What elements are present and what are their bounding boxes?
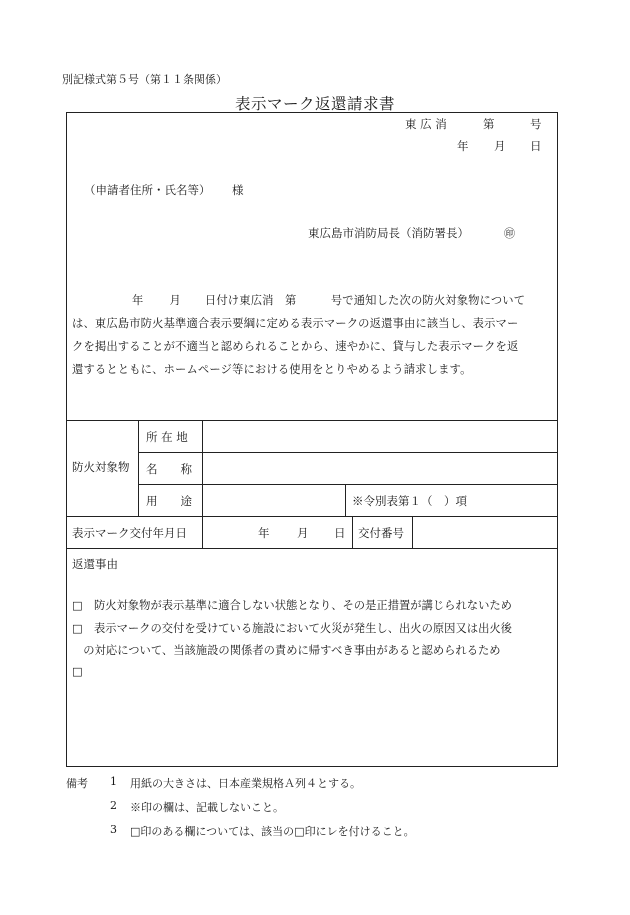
number-label-divider <box>412 516 413 548</box>
paragraph-line-2: は、東広島市防火基準適合表示要綱に定める表示マークの返還事由に該当し、表示マー <box>72 317 519 330</box>
request-paragraph <box>72 289 556 381</box>
body-line1-tail: て <box>513 294 526 307</box>
page-title: 表示マーク返還請求書 <box>234 95 395 113</box>
reason-item-2[interactable]: □ 表示マークの交付を受けている施設において火災が発生し、出火の原因又は出火後 <box>72 622 512 635</box>
issue-number-label: 交付番号 <box>358 526 404 540</box>
issue-date-month: 月 <box>297 526 309 540</box>
paragraph-line-4: 還するとともに、ホームページ等における使用をとりやめるよう請求します。 <box>72 363 472 376</box>
paragraph-line-1 <box>72 289 556 312</box>
reason-item-1[interactable]: □ 防火対象物が表示基準に適合しない状態となり、その是正措置が講じられないため <box>72 599 512 612</box>
addressee-honorific: 様 <box>232 183 244 197</box>
issue-date-day: 日 <box>334 526 346 540</box>
row-label-location: 所 在 地 <box>146 430 188 444</box>
note-2-text: ※印の欄は、記載しないこと。 <box>130 801 284 814</box>
date-label-divider <box>202 516 203 548</box>
table-bottom-line <box>66 548 558 549</box>
note-1-text: 用紙の大きさは、日本産業規格Ａ列４とする。 <box>130 777 361 790</box>
issuer: 東広島市消防局長（消防署長） <box>308 226 469 240</box>
row-divider-1 <box>138 452 558 453</box>
category-note: ※令別表第１（ ）項 <box>352 494 467 508</box>
target-group-label: 防火対象物 <box>72 460 130 474</box>
row-label-name: 名 称 <box>146 462 192 476</box>
date-month: 月 <box>494 139 506 153</box>
issue-date-year: 年 <box>258 526 270 540</box>
row-divider-2 <box>138 484 558 485</box>
reason-item-2-continued: の対応について、当該施設の関係者の責めに帰すべき事由があると認められるため <box>72 644 501 657</box>
note-3-text: □印のある欄については、該当の□印にレを付けること。 <box>130 825 415 838</box>
seal-mark: ㊞ <box>504 227 515 240</box>
body-line1-rest: 日付け東広消 第 号で通知した次の防火対象物につい <box>204 294 514 307</box>
date-value-divider <box>352 516 353 548</box>
issue-date-label: 表示マーク交付年月日 <box>72 526 187 540</box>
body-month: 月 <box>169 294 181 307</box>
body-year: 年 <box>132 294 144 307</box>
reason-item-3[interactable]: □ <box>72 665 83 678</box>
group-divider <box>138 420 139 516</box>
category-divider <box>345 484 346 516</box>
note-3-number: 3 <box>110 823 117 836</box>
form-frame <box>66 112 558 767</box>
form-label: 別記様式第５号（第１１条関係） <box>62 73 227 86</box>
doc-number-suffix: 号 <box>530 117 542 131</box>
paragraph-line-3: クを掲出することが不適当と認められることから、速やかに、貸与した表示マークを返 <box>72 340 519 353</box>
doc-number-prefix: 東 広 消 <box>405 117 447 131</box>
date-year: 年 <box>457 139 469 153</box>
note-2-number: 2 <box>110 799 117 812</box>
date-day: 日 <box>530 139 542 153</box>
doc-number-mid: 第 <box>483 117 495 131</box>
table-mid-line <box>66 516 558 517</box>
note-1-number: 1 <box>110 775 117 788</box>
reasons-heading: 返還事由 <box>72 557 118 571</box>
label-divider <box>202 420 203 516</box>
addressee: （申請者住所・氏名等） <box>84 183 211 197</box>
row-label-use: 用 途 <box>146 494 192 508</box>
table-top-line <box>66 420 558 421</box>
notes-label: 備考 <box>66 777 88 790</box>
